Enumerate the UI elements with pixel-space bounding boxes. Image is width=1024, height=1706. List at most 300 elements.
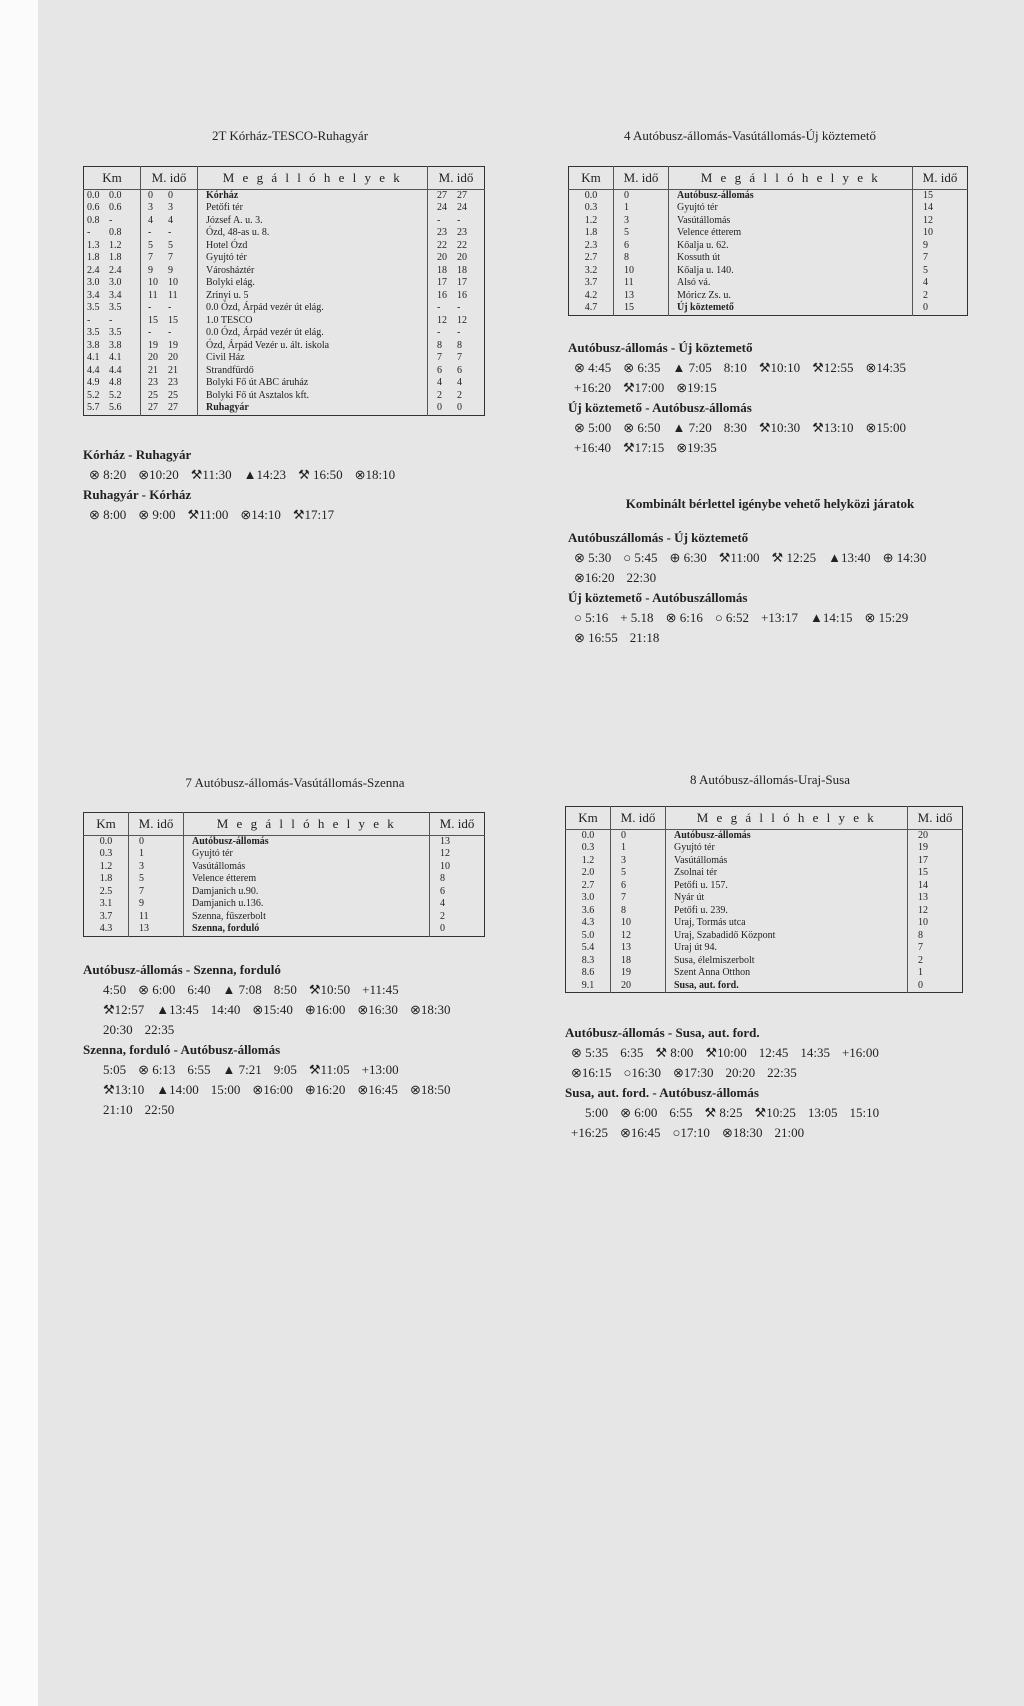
table-row	[84, 240, 485, 253]
dir1-title: Autóbusz-állomás - Új köztemető	[568, 340, 753, 355]
km-a: 0.0	[87, 189, 100, 201]
time-cell-left: 3	[611, 855, 666, 868]
time-cell-right: 1	[918, 967, 923, 978]
departure-time: 8:10	[723, 360, 747, 375]
time-cell-left: 9	[129, 898, 184, 911]
km-a: 3.8	[87, 339, 100, 351]
time-cell-left: 12	[611, 930, 666, 943]
time-cell-left: 19	[611, 967, 666, 980]
dir1-times	[83, 465, 407, 485]
km-cell	[84, 240, 141, 253]
stop-name: Uraj, Tormás utca	[666, 917, 908, 930]
departure-time: 14:35	[800, 1045, 830, 1060]
stop-name: Damjanich u.136.	[184, 898, 430, 911]
table-row	[566, 930, 963, 943]
time-cell-left: 10	[611, 917, 666, 930]
departure-time: ⊗14:10	[240, 507, 281, 522]
time-b: 4	[168, 214, 173, 226]
km-cell: 0.0	[566, 829, 611, 842]
table-row	[84, 265, 485, 278]
time-c: 23	[437, 227, 447, 238]
departure-time: 5:05	[103, 1062, 127, 1077]
departure-time: ⊗18:10	[354, 467, 396, 482]
time-d: 16	[457, 289, 467, 301]
stop-name: Autóbusz-állomás	[669, 189, 913, 202]
route-8-table-wrap	[565, 806, 963, 993]
departure-time: +16:25	[571, 1125, 608, 1140]
departure-time: ⚒12:57	[103, 1002, 145, 1017]
time-cell-left: 5	[611, 867, 666, 880]
route-2t-title: 2T Kórház-TESCO-Ruhagyár	[211, 128, 369, 143]
departure-time: ⊗16:30	[357, 1002, 398, 1017]
departure-time: + 5.18	[620, 610, 654, 625]
table-row	[84, 365, 485, 378]
table-row	[566, 892, 963, 905]
table-row	[84, 302, 485, 315]
time-b: 5	[168, 239, 173, 251]
table-row	[84, 861, 485, 874]
time-cell-right: 12	[918, 904, 928, 916]
km-cell: 4.3	[566, 917, 611, 930]
stop-name: Damjanich u.90.	[184, 886, 430, 899]
time-cell-left	[141, 277, 198, 290]
km-cell	[84, 189, 141, 202]
departure-time: ⊗15:40	[252, 1002, 293, 1017]
km-cell: 2.7	[566, 880, 611, 893]
departure-time: ⊗ 6:13	[138, 1062, 176, 1077]
route-7-title: 7 Autóbusz-állomás-Vasútállomás-Szenna	[185, 775, 405, 790]
departure-time: ⚒ 16:50	[298, 467, 343, 482]
time-b: 27	[168, 402, 178, 413]
table-row	[566, 855, 963, 868]
time-cell-right	[428, 377, 485, 390]
dir2-title: Ruhagyár - Kórház	[83, 487, 192, 502]
time-cell-right	[428, 240, 485, 253]
combined-title: Kombinált bérlettel igénybe vehető helyközi járatok	[625, 496, 915, 511]
time-cell-left: 11	[129, 911, 184, 924]
departure-time: 20:30	[103, 1022, 133, 1037]
time-d: 2	[457, 389, 462, 401]
km-a: 3.5	[87, 302, 100, 313]
time-cell-left	[141, 265, 198, 278]
table-row	[566, 867, 963, 880]
time-cell-left	[141, 402, 198, 415]
departure-time: ○ 5:16	[574, 610, 609, 625]
time-cell-left: 5	[614, 227, 669, 240]
km-cell: 2.3	[569, 240, 614, 253]
km-cell: 1.2	[566, 855, 611, 868]
time-cell-right	[428, 227, 485, 240]
scan-left-margin	[0, 0, 38, 1706]
time-cell-right	[428, 302, 485, 315]
departure-time: ▲13:40	[828, 550, 871, 565]
departure-time: ⊗16:00	[252, 1082, 293, 1097]
stop-name: Uraj út 94.	[666, 942, 908, 955]
km-header: Km	[569, 167, 614, 190]
time-cell-right	[428, 252, 485, 265]
time-cell-right: 15	[923, 189, 933, 201]
time-c: 22	[437, 239, 447, 251]
departure-time: ⊗ 9:00	[138, 507, 176, 522]
dir2-times-line1	[565, 1103, 891, 1123]
stop-name: József A. u. 3.	[198, 215, 428, 228]
km-b: 2.4	[109, 264, 122, 276]
route-2t-schedule	[83, 445, 407, 525]
km-cell: 1.2	[84, 861, 129, 874]
stop-name: 1.0 TESCO	[198, 315, 428, 328]
dir2-times-line1	[83, 1060, 462, 1080]
table-row	[84, 315, 485, 328]
time-a: 3	[148, 202, 153, 213]
departure-time: ⊕16:00	[304, 1002, 346, 1017]
departure-time: ⚒10:10	[758, 360, 801, 375]
departure-time: ○ 6:52	[714, 610, 750, 625]
time-cell-left: 3	[614, 215, 669, 228]
dir2-times-line2	[568, 628, 938, 648]
departure-time: ▲14:15	[810, 610, 853, 625]
time-d: 17	[457, 277, 467, 288]
time-cell-left	[141, 302, 198, 315]
stop-name: Kórház	[198, 189, 428, 202]
departure-time: ▲13:45	[156, 1002, 199, 1017]
time-cell-left: 0	[611, 829, 666, 842]
km-cell	[84, 265, 141, 278]
time-header-right: M. idő	[908, 807, 963, 830]
table-row	[84, 352, 485, 365]
stop-name: Gyujtó tér	[669, 202, 913, 215]
time-cell-right	[428, 265, 485, 278]
km-b: 4.1	[109, 352, 122, 363]
km-a: 1.8	[87, 252, 100, 263]
km-b: -	[109, 314, 113, 326]
route-7-table	[83, 812, 485, 937]
km-cell	[84, 227, 141, 240]
departure-time: ▲ 7:20	[672, 420, 712, 435]
km-cell: 2.7	[569, 252, 614, 265]
time-cell-left: 7	[611, 892, 666, 905]
time-cell-right: 13	[440, 835, 450, 847]
km-b: 5.6	[109, 402, 122, 413]
time-c: -	[437, 302, 441, 313]
departure-time: ⚒10:25	[754, 1105, 796, 1120]
departure-time: ⊗18:50	[409, 1082, 451, 1097]
route-4-table-wrap	[568, 166, 968, 316]
time-cell-right: 7	[923, 252, 928, 263]
stop-name: Szenna, fűszerbolt	[184, 911, 430, 924]
time-cell-left: 6	[614, 240, 669, 253]
departure-time: 6:55	[187, 1062, 211, 1077]
time-cell-right	[428, 215, 485, 228]
route-4-title: 4 Autóbusz-állomás-Vasútállomás-Új köztemető	[623, 128, 876, 143]
departure-time: ⚒12:55	[812, 360, 854, 375]
km-b: 4.4	[109, 364, 122, 376]
table-row	[84, 402, 485, 415]
table-row	[84, 873, 485, 886]
stop-name: Susa, élelmiszerbolt	[666, 955, 908, 968]
time-cell-right	[428, 340, 485, 353]
time-cell-left: 13	[611, 942, 666, 955]
stop-name: Hotel Ózd	[198, 240, 428, 253]
time-d: 23	[457, 227, 467, 238]
dir1-times-line2	[568, 378, 918, 398]
table-row	[569, 277, 968, 290]
km-header: Km	[84, 813, 129, 836]
dir2-times-line1	[568, 418, 918, 438]
time-a: 27	[148, 402, 158, 413]
time-a: 19	[148, 339, 158, 351]
table-row	[566, 942, 963, 955]
km-b: 1.8	[109, 252, 122, 263]
km-cell: 8.3	[566, 955, 611, 968]
stop-name: Kőalja u. 140.	[669, 265, 913, 278]
table-row	[84, 390, 485, 403]
km-cell: 5.0	[566, 930, 611, 943]
time-a: 5	[148, 239, 153, 251]
time-b: 19	[168, 339, 178, 351]
time-cell-left: 11	[614, 277, 669, 290]
table-row	[569, 215, 968, 228]
time-cell-left: 7	[129, 886, 184, 899]
departure-time: ⊗18:30	[409, 1002, 451, 1017]
table-row	[84, 327, 485, 340]
km-cell: 3.7	[84, 911, 129, 924]
stop-name: Kossuth út	[669, 252, 913, 265]
stop-name: Gyujtó tér	[198, 252, 428, 265]
time-cell-right	[428, 189, 485, 202]
time-cell-right: 10	[440, 860, 450, 872]
departure-time: 6:55	[669, 1105, 693, 1120]
time-cell-right	[428, 290, 485, 303]
departure-time: ⚒13:10	[812, 420, 854, 435]
departure-time: ⚒11:00	[187, 507, 229, 522]
km-b: 0.6	[109, 202, 122, 213]
departure-time: ⊗ 6:00	[138, 982, 176, 997]
table-row	[84, 202, 485, 215]
stop-name: Móricz Zs. u.	[669, 290, 913, 303]
km-a: 4.9	[87, 377, 100, 388]
dir1-times-line1	[565, 1043, 891, 1063]
departure-time: ⚒11:00	[718, 550, 760, 565]
stop-name: Gyujtó tér	[666, 842, 908, 855]
time-cell-left: 5	[129, 873, 184, 886]
time-d: 7	[457, 352, 462, 363]
departure-time: 8:50	[273, 982, 297, 997]
km-cell: 0.0	[569, 189, 614, 202]
table-row	[84, 898, 485, 911]
table-row	[566, 980, 963, 993]
stops-header: M e g á l l ó h e l y e k	[666, 807, 908, 830]
km-cell: 0.3	[84, 848, 129, 861]
time-cell-right: 0	[918, 979, 923, 991]
departure-time: ⊗ 8:20	[89, 467, 127, 482]
departure-time: 20:20	[725, 1065, 756, 1080]
time-b: -	[168, 327, 172, 338]
stop-name: Szent Anna Otthon	[666, 967, 908, 980]
time-c: -	[437, 214, 441, 226]
km-header: Km	[84, 167, 141, 190]
departure-time: ⊗15:00	[865, 420, 906, 435]
time-cell-right: 10	[918, 917, 928, 928]
table-row	[84, 835, 485, 848]
time-c: 20	[437, 252, 447, 263]
time-cell-right: 13	[918, 892, 928, 903]
km-b: 0.8	[109, 227, 122, 238]
time-cell-left	[141, 390, 198, 403]
km-cell	[84, 402, 141, 415]
route-4-table	[568, 166, 968, 316]
stop-name: Új köztemető	[669, 302, 913, 315]
km-a: 1.3	[87, 239, 100, 251]
time-c: 27	[437, 189, 447, 201]
dir2-times-line3	[83, 1100, 462, 1120]
km-a: 3.5	[87, 327, 100, 338]
time-cell-left	[141, 189, 198, 202]
time-b: 9	[168, 264, 173, 276]
departure-time: ⚒ 12:25	[771, 550, 817, 565]
dir1-title: Autóbusz-állomás - Szenna, forduló	[83, 962, 281, 977]
dir2-times-line2	[565, 1123, 891, 1143]
time-b: 0	[168, 189, 173, 201]
time-d: 4	[457, 377, 462, 388]
time-a: 11	[148, 289, 158, 301]
departure-time: ⚒11:30	[190, 467, 232, 482]
km-cell: 3.1	[84, 898, 129, 911]
km-cell: 4.3	[84, 923, 129, 936]
time-cell-right	[428, 365, 485, 378]
departure-time: +13:00	[361, 1062, 399, 1077]
time-a: 23	[148, 377, 158, 388]
stop-name: Ózd, Árpád Vezér u. ált. iskola	[198, 340, 428, 353]
time-cell-right: 2	[918, 954, 923, 966]
departure-time: 6:35	[620, 1045, 644, 1060]
departure-time: 12:45	[758, 1045, 789, 1060]
stop-name: Ruhagyár	[198, 402, 428, 415]
time-cell-left	[141, 240, 198, 253]
dir2-title: Új köztemető - Autóbusz-állomás	[568, 400, 752, 415]
time-cell-right: 4	[923, 277, 928, 288]
time-cell-left	[141, 365, 198, 378]
departure-time: 22:35	[144, 1022, 175, 1037]
dir1-times-line2	[83, 1000, 462, 1020]
departure-time: 15:10	[849, 1105, 880, 1120]
dir2-title: Susa, aut. ford. - Autóbusz-állomás	[565, 1085, 759, 1100]
departure-time: 4:50	[103, 982, 127, 997]
time-b: 20	[168, 352, 178, 363]
km-cell: 5.4	[566, 942, 611, 955]
time-cell-right: 10	[923, 227, 933, 238]
departure-time: 9:05	[273, 1062, 297, 1077]
dir2-title: Új köztemető - Autóbuszállomás	[568, 590, 748, 605]
time-cell-left: 13	[129, 923, 184, 936]
dir1-times-line3	[83, 1020, 462, 1040]
table-row	[566, 829, 963, 842]
time-d: 0	[457, 402, 462, 413]
departure-time: ▲14:23	[243, 467, 287, 482]
time-a: 15	[148, 314, 158, 326]
time-d: 24	[457, 202, 467, 213]
departure-time: 22:35	[767, 1065, 797, 1080]
departure-time: ⊗17:30	[672, 1065, 714, 1080]
time-cell-left: 8	[611, 905, 666, 918]
departure-time: +16:00	[841, 1045, 879, 1060]
departure-time: ▲14:00	[156, 1082, 199, 1097]
time-cell-left: 8	[614, 252, 669, 265]
time-cell-right: 19	[918, 842, 928, 853]
km-cell: 0.3	[569, 202, 614, 215]
table-row	[84, 215, 485, 228]
time-header-right: M. idő	[430, 813, 485, 836]
route-8-schedule	[565, 1023, 891, 1143]
stop-name: Petőfi tér	[198, 202, 428, 215]
time-cell-left	[141, 202, 198, 215]
time-cell-right	[428, 315, 485, 328]
km-cell: 2.0	[566, 867, 611, 880]
km-cell: 3.0	[566, 892, 611, 905]
table-row	[566, 967, 963, 980]
route-2t-table	[83, 166, 485, 416]
departure-time: 8:30	[723, 420, 747, 435]
time-cell-right: 5	[923, 264, 928, 276]
dir1-times-line1	[568, 548, 938, 568]
km-b: 0.0	[109, 189, 122, 201]
stop-name: 0.0 Ózd, Árpád vezér út elág.	[198, 327, 428, 340]
km-b: 3.8	[109, 339, 122, 351]
departure-time: ⚒10:30	[758, 420, 801, 435]
km-a: 0.8	[87, 214, 100, 226]
time-header-left: M. idő	[614, 167, 669, 190]
departure-time: ⊗19:15	[676, 380, 717, 395]
dir1-times-line1	[568, 358, 918, 378]
stop-name: Petőfi u. 239.	[666, 905, 908, 918]
table-row	[84, 340, 485, 353]
time-cell-right: 15	[918, 867, 928, 878]
km-a: 5.7	[87, 402, 100, 413]
time-cell-right	[428, 202, 485, 215]
departure-time: ▲ 7:05	[672, 360, 712, 375]
table-row	[569, 189, 968, 202]
time-c: 16	[437, 289, 447, 301]
departure-time: ⊗ 6:50	[623, 420, 661, 435]
time-d: -	[457, 327, 461, 338]
time-a: 9	[148, 264, 153, 276]
time-cell-right: 14	[923, 202, 933, 213]
dir1-title: Kórház - Ruhagyár	[83, 447, 192, 462]
km-cell: 0.0	[84, 835, 129, 848]
km-cell: 0.3	[566, 842, 611, 855]
km-b: 4.8	[109, 377, 122, 388]
km-cell	[84, 390, 141, 403]
time-cell-right: 4	[440, 898, 445, 909]
km-cell	[84, 252, 141, 265]
departure-time: ⚒13:10	[103, 1082, 145, 1097]
departure-time: ⚒10:50	[308, 982, 351, 997]
time-a: 25	[148, 389, 158, 401]
departure-time: 21:00	[774, 1125, 805, 1140]
km-cell: 8.6	[566, 967, 611, 980]
time-a: -	[148, 302, 152, 313]
stop-name: Ózd, 48-as u. 8.	[198, 227, 428, 240]
km-a: 5.2	[87, 389, 100, 401]
table-row	[569, 202, 968, 215]
time-cell-right: 8	[440, 873, 445, 884]
departure-time: ⊗ 5:00	[574, 420, 612, 435]
time-cell-left: 13	[614, 290, 669, 303]
departure-time: ▲ 7:08	[222, 982, 262, 997]
time-header-left: M. idő	[611, 807, 666, 830]
stops-header: M e g á l l ó h e l y e k	[669, 167, 913, 190]
departure-time: 6:40	[187, 982, 211, 997]
km-b: 3.0	[109, 277, 122, 288]
